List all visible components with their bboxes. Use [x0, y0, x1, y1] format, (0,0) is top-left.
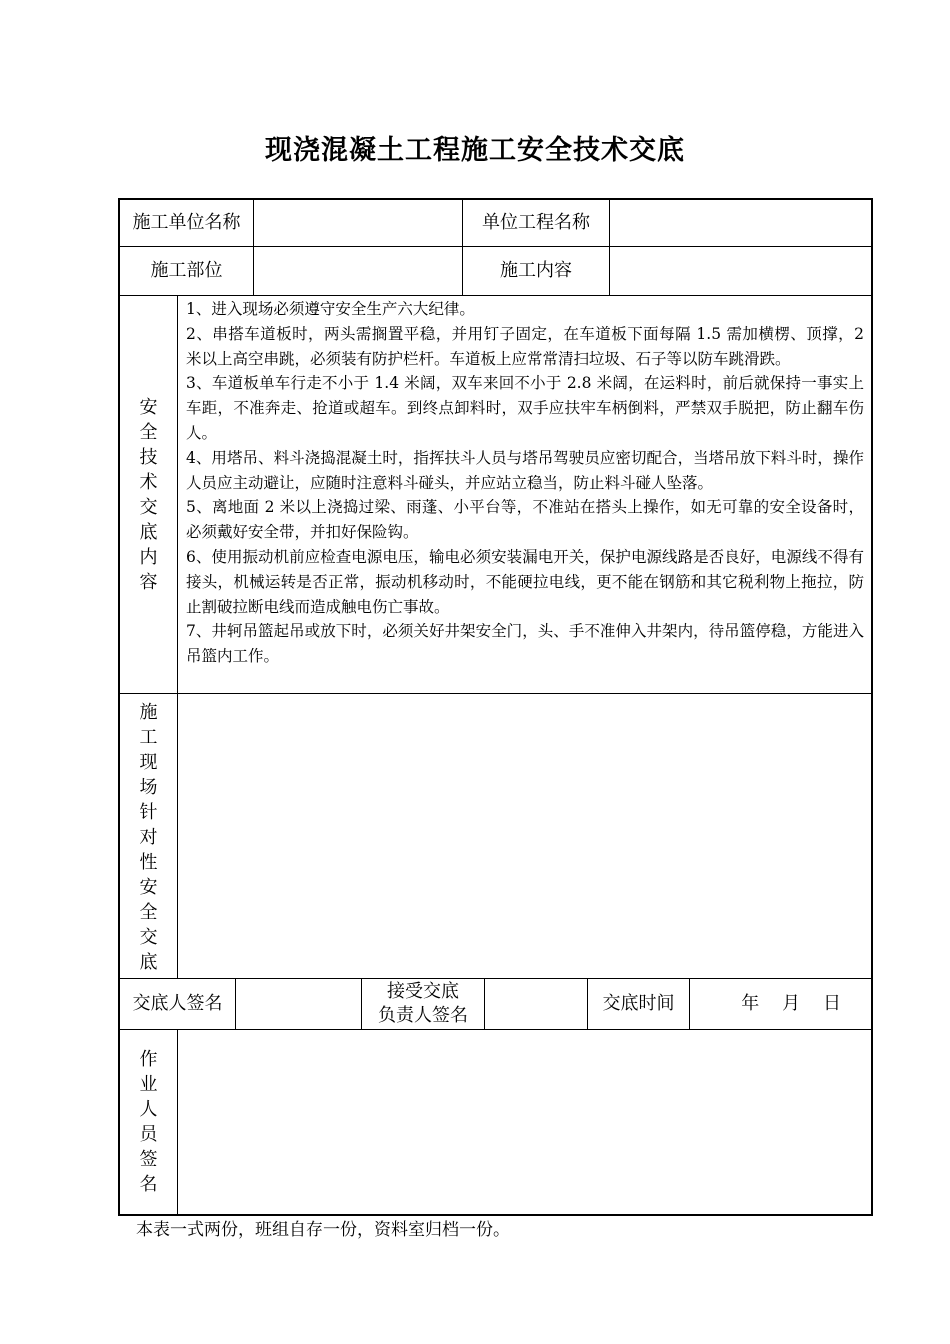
site-specific-label: 施 工 现 场 针 对 性 安 全 交 底 [139, 702, 158, 973]
discloser-signature-field[interactable] [236, 979, 361, 1029]
worker-signature-label: 作 业 人 员 签 名 [139, 1049, 158, 1195]
footnote: 本表一式两份，班组自存一份，资料室归档一份。 [136, 1220, 510, 1240]
construction-unit-field[interactable] [254, 199, 462, 246]
safety-item: 6、使用振动机前应检查电源电压，输电必须安装漏电开关，保护电源线路是否良好，电源线不得有接头，机械运转是否正常，振动机移动时，不能硬拉电线，更不能在钢筋和其它税利物上拖拉，防止割破拉断电线而造成触电伤亡事故。 [186, 547, 864, 616]
safety-content-text [186, 297, 864, 669]
safety-item: 5、离地面 2 米以上浇捣过梁、雨蓬、小平台等，不准站在搭头上操作，如无可靠的安全设备时，必须戴好安全带，并扣好保险钩。 [186, 498, 864, 542]
project-name-field[interactable] [610, 199, 871, 246]
safety-content-label: 安 全 技 术 交 底 内 容 [139, 397, 158, 593]
construction-content-field[interactable] [610, 247, 871, 295]
receiver-signature-label: 接受交底 负责人签名 [378, 981, 468, 1026]
row-divider [119, 295, 872, 296]
safety-item: 3、车道板单车行走不小于 1.4 米阔，双车来回不小于 2.8 米阔，在运料时，前后就保持一事实上车距，不准奔走、抢道或超车。到终点卸料时，双手应扶牢车柄倒料，严禁双手脱把，防止翻车伤人。 [186, 374, 864, 442]
disclosure-time-label: 交底时间 [602, 993, 675, 1014]
construction-location-field[interactable] [254, 247, 462, 295]
disclosure-date-field[interactable]: 年 月 日 [741, 993, 841, 1014]
site-specific-field[interactable] [178, 694, 871, 978]
page-title: 现浇混凝土工程施工安全技术交底 [265, 135, 685, 166]
worker-signature-field[interactable] [178, 1030, 871, 1214]
receiver-signature-field[interactable] [485, 979, 587, 1029]
safety-item: 7、井轲吊篮起吊或放下时，必须关好井架安全门，头、手不准伸入井架内，待吊篮停稳，方能进入吊篮内工作。 [186, 622, 864, 666]
construction-content-label: 施工内容 [500, 260, 572, 281]
safety-item: 4、用塔吊、料斗浇捣混凝土时，指挥扶斗人员与塔吊驾驶员应密切配合，当塔吊放下料斗时，操作人员应主动避让，应随时注意料斗碰头，并应站立稳当，防止料斗碰人坠落。 [186, 448, 864, 492]
safety-item: 1、进入现场必须遵守安全生产六大纪律。 [186, 300, 475, 318]
project-name-label: 单位工程名称 [482, 211, 590, 233]
safety-item: 2、串搭车道板时，两头需搁置平稳，并用钉子固定，在车道板下面每隔 1.5 需加横楞、顶撑，2 米以上高空串跳，必须装有防护栏杆。车道板上应常常清扫垃圾、石子等以防车跳滑跌。 [186, 324, 864, 368]
discloser-signature-label: 交底人签名 [132, 993, 223, 1014]
construction-unit-label: 施工单位名称 [132, 211, 241, 233]
construction-location-label: 施工部位 [150, 260, 223, 281]
